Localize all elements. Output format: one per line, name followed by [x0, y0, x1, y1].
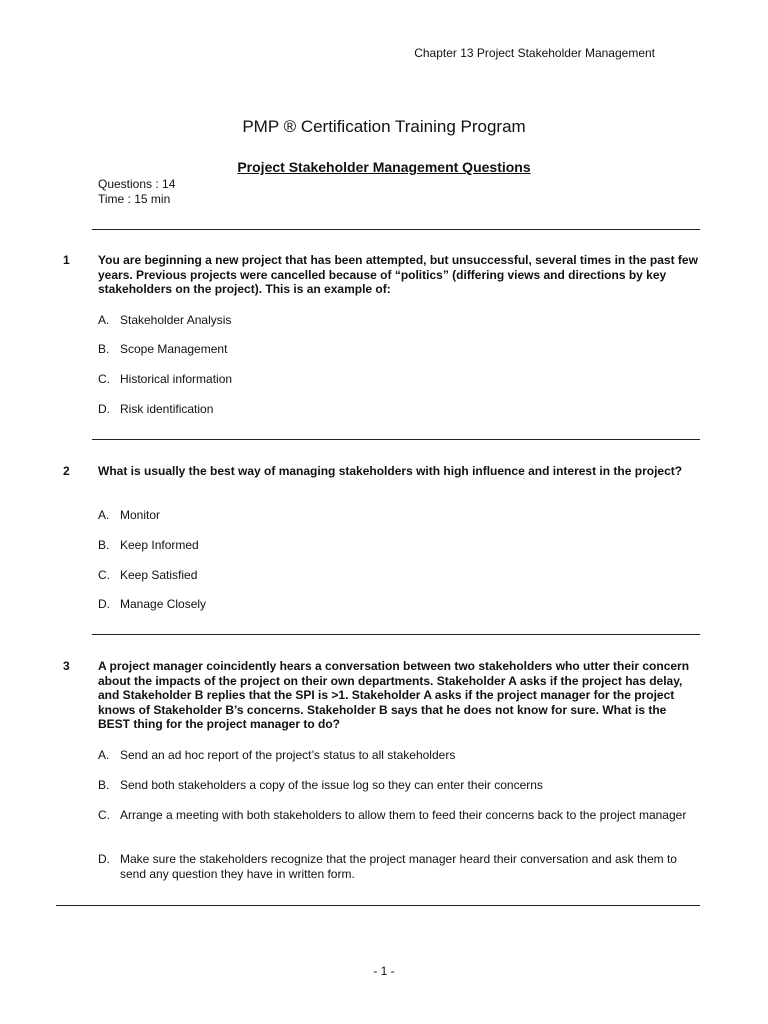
question-count: Questions : 14	[98, 177, 176, 191]
footer-divider	[56, 905, 700, 906]
document-subtitle: Project Stakeholder Management Questions	[237, 159, 531, 175]
chapter-header: Chapter 13 Project Stakeholder Management	[414, 46, 655, 60]
option-text: Arrange a meeting with both stakeholders to allow them to feed their concerns back to the project manager	[120, 808, 687, 822]
question-text: What is usually the best way of managing stakeholders with high influence and interest in the project?	[98, 464, 683, 478]
option-text: Historical information	[120, 372, 233, 386]
option-letter: C.	[98, 808, 110, 822]
option-text: Make sure the stakeholders recognize that the project manager heard their conversation and ask them to send any question they have in written form.	[120, 852, 677, 881]
option-text: Scope Management	[120, 342, 228, 356]
option-text: Stakeholder Analysis	[120, 313, 232, 327]
page-number: - 1 -	[373, 964, 395, 978]
option-letter: C.	[98, 568, 110, 582]
option-text: Send both stakeholders a copy of the issue log so they can enter their concerns	[120, 778, 543, 792]
option-text: Risk identification	[120, 402, 214, 416]
option-letter: D.	[98, 597, 110, 611]
question-number: 2	[63, 464, 70, 478]
option-letter: B.	[98, 538, 110, 552]
option-letter: A.	[98, 508, 110, 522]
option-letter: B.	[98, 342, 110, 356]
option-letter: D.	[98, 852, 110, 866]
option-letter: B.	[98, 778, 110, 792]
option-text: Keep Informed	[120, 538, 199, 552]
question-text: A project manager coincidently hears a conversation between two stakeholders who utter their concern about the impacts of the project on their own departments. Stakeholder A asks if the project has delay, and Stakeholder B replies that the SPI is >1. Stakeholder A asks if the project manager for the project knows of Stakeholder B’s concerns. Stakeholder B says that he does not know for sure. What is the BEST thing for the project manager to do?	[98, 659, 690, 731]
option-text: Manage Closely	[120, 597, 207, 611]
document-title: PMP ® Certification Training Program	[242, 117, 526, 136]
option-letter: D.	[98, 402, 110, 416]
option-text: Keep Satisfied	[120, 568, 198, 582]
option-letter: A.	[98, 748, 110, 762]
option-letter: C.	[98, 372, 110, 386]
question-number: 1	[63, 253, 70, 267]
question-text: You are beginning a new project that has been attempted, but unsuccessful, several times in the past few years. Previous projects were cancelled because of “politics” (differing views and directions by key stakeholders on the project). This is an example of:	[98, 253, 698, 296]
divider	[92, 634, 700, 635]
option-text: Monitor	[120, 508, 161, 522]
option-text: Send an ad hoc report of the project’s status to all stakeholders	[120, 748, 456, 762]
question-number: 3	[63, 659, 70, 673]
option-letter: A.	[98, 313, 110, 327]
divider	[92, 439, 700, 440]
quiz-meta	[98, 177, 175, 206]
time-limit: Time : 15 min	[98, 191, 171, 206]
divider	[92, 229, 700, 230]
